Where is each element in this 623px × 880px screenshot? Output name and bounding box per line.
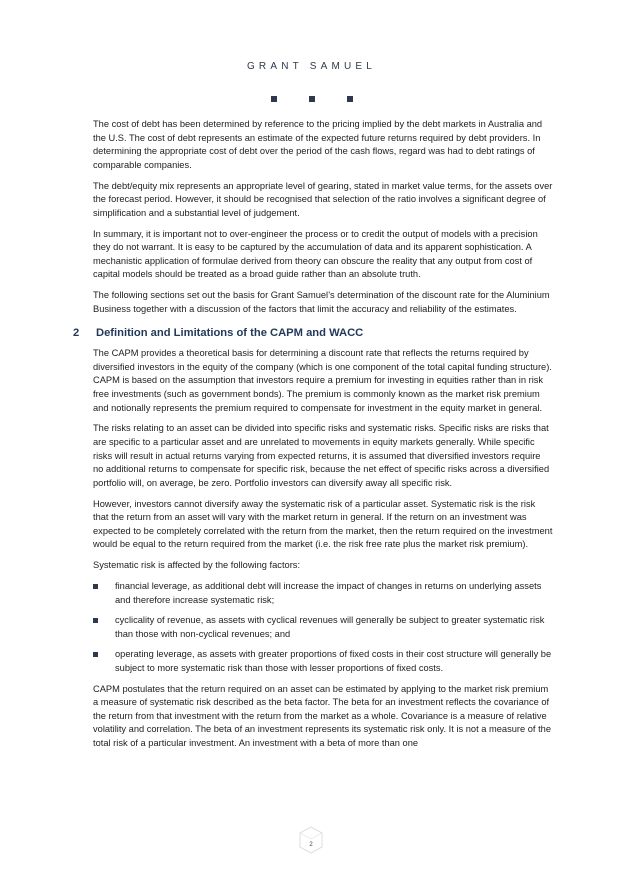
paragraph: In summary, it is important not to over-engineer the process or to credit the output of models with a precision they do not warrant. It is easy to be captured by the accumulation of data and its apparent sophistication. A mechanistic application of formulae derived from theory can obscure the reality that any output from cost of capital models should be treated as a broad guide rather than an absolute truth.: [93, 228, 538, 280]
square-icon: [271, 96, 277, 102]
header-squares: [0, 89, 623, 107]
bullet-list: [93, 580, 553, 676]
list-item: [93, 648, 553, 675]
square-bullet-icon: [93, 652, 98, 657]
paragraph: The debt/equity mix represents an appropriate level of gearing, stated in market value terms, for the assets over the forecast period. However, it should be recognised that selection of the ratio involves a significant degree of simplification and a substantial level of judgement.: [93, 180, 553, 218]
section-heading: [73, 327, 553, 339]
paragraph: The following sections set out the basis for Grant Samuel’s determination of the discount rate for the Aluminium Business together with a discussion of the factors that limit the accuracy and reliability of the estimates.: [93, 290, 550, 314]
hexagon-icon: [299, 826, 323, 854]
paragraph: The cost of debt has been determined by reference to the pricing implied by the debt markets in Australia and the U.S. The cost of debt represents an estimate of the expected future returns required by debt providers. In determining the appropriate cost of debt over the period of the cash flows, regard was had to debt ratings of comparable companies.: [93, 119, 543, 170]
section-number: 2: [73, 327, 80, 340]
square-bullet-icon: [93, 618, 98, 623]
section-title: Definition and Limitations of the CAPM and WACC: [96, 327, 364, 340]
paragraph: However, investors cannot diversify away the systematic risk of a particular asset. Systematic risk is the risk that the return from an asset will vary with the market return in general. If the return on an investment was expected to be completely correlated with the return from the market, then the return required on the investment would be equal to the return required from the market (i.e. the risk free rate plus the market risk premium).: [93, 498, 553, 550]
paragraph: The CAPM provides a theoretical basis for determining a discount rate that reflects the returns required by diversified investors in the equity of the company (which is one component of the total capital funding structure). CAPM is based on the assumption that investors require a premium for investing in equities rather than in risk free investments (such as government bonds). The premium is commonly known as the market risk premium and notionally represents the premium required to compensate for investment in the equity market in general.: [93, 348, 552, 413]
paragraph: CAPM postulates that the return required on an asset can be estimated by applying to the market risk premium a measure of systematic risk described as the beta factor. The beta for an investment reflects the covariance of the return from that investment with the return from the market as a whole. Covariance is a measure of relative volatility and correlation. The beta of an investment represents its systematic risk only. It is not a measure of the total risk of a particular investment. An investment with a beta of more than one: [93, 683, 551, 748]
paragraph: Systematic risk is affected by the following factors:: [93, 560, 301, 571]
square-bullet-icon: [93, 584, 98, 589]
list-item-text: cyclicality of revenue, as assets with cyclical revenues will generally be subject to greater systematic risk than those with non-cyclical revenues; and: [115, 615, 545, 639]
page-number: 2: [309, 842, 313, 848]
list-item: [93, 614, 553, 641]
list-item: [93, 580, 553, 607]
document-body: [73, 118, 553, 758]
paragraph: The risks relating to an asset can be divided into specific risks and systematic risks. Specific risks are risks that are specific to a particular asset and are unrelated to movements in equity markets generally. While specific risks will result in actual returns varying from expected returns, it is assumed that diversified investors require no additional returns to compensate for specific risk, because the net effect of specific risks across a diversified portfolio will, on average, be zero. Portfolio investors can diversify away all specific risk.: [93, 423, 550, 488]
list-item-text: financial leverage, as additional debt will increase the impact of changes in returns on underlying assets and therefore increase systematic risk;: [115, 580, 542, 605]
list-item-text: operating leverage, as assets with greater proportions of fixed costs in their cost structure will generally be subject to more systematic risk than those with lesser proportions of fixed costs.: [115, 649, 552, 673]
header-logo: GRANT SAMUEL: [246, 61, 377, 72]
square-icon: [309, 96, 315, 102]
square-icon: [347, 96, 353, 102]
